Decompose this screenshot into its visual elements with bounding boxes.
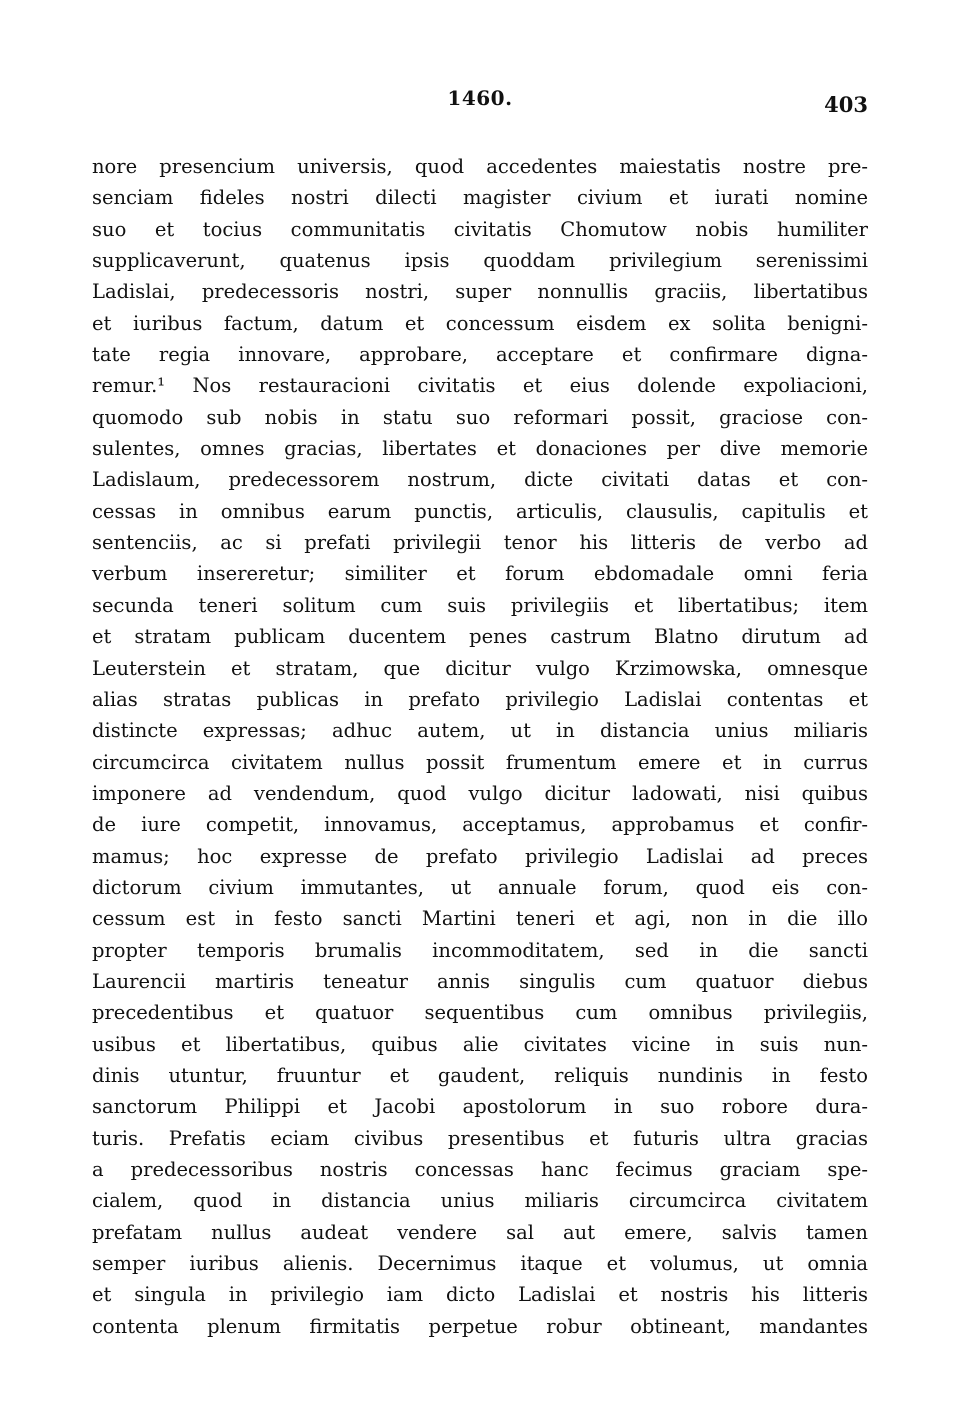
text-line: tate regia innovare, approbare, acceptare et confirmare digna- — [92, 343, 868, 367]
text-line: et iuribus factum, datum et concessum eisdem ex solita benigni- — [92, 311, 868, 335]
text-line: remur.¹ Nos restauracioni civitatis et eius dolende expoliacioni, — [92, 374, 868, 398]
text-line: distincte expressas; adhuc autem, ut in distancia unius miliaris — [92, 719, 868, 743]
text-line: et singula in privilegio iam dicto Ladislai et nostris his litteris — [92, 1283, 868, 1307]
text-line: sulentes, omnes gracias, libertates et donaciones per dive memorie — [92, 437, 868, 461]
page-year: 1460. — [447, 86, 513, 110]
text-line: Leuterstein et stratam, que dicitur vulgo Krzimowska, omnesque — [92, 656, 868, 680]
text-line: semper iuribus alienis. Decernimus itaque et volumus, ut omnia — [92, 1252, 868, 1276]
text-line: Ladislaum, predecessorem nostrum, dicte civitati datas et con- — [92, 468, 868, 492]
text-line: secunda teneri solitum cum suis privilegiis et libertatibus; item — [92, 593, 868, 617]
text-line: precedentibus et quatuor sequentibus cum omnibus privilegiis, — [92, 1001, 868, 1025]
text-line: mamus; hoc expresse de prefato privilegio Ladislai ad preces — [92, 844, 868, 868]
text-line: sanctorum Philippi et Jacobi apostolorum in suo robore dura- — [92, 1095, 868, 1119]
text-line: prefatam nullus audeat vendere sal aut emere, salvis tamen — [92, 1220, 868, 1244]
page-number: 403 — [824, 92, 868, 117]
text-line: circumcirca civitatem nullus possit frumentum emere et in currus — [92, 750, 868, 774]
text-line: de iure competit, innovamus, acceptamus, approbamus et confir- — [92, 813, 868, 837]
text-line: propter temporis brumalis incommoditatem, sed in die sancti — [92, 938, 868, 962]
text-line: imponere ad vendendum, quod vulgo dicitur ladowati, nisi quibus — [92, 781, 868, 805]
text-line: Laurencii martiris teneatur annis singulis cum quatuor diebus — [92, 969, 868, 993]
text-line: cessum est in festo sancti Martini teneri et agi, non in die illo — [92, 907, 868, 931]
text-line: supplicaverunt, quatenus ipsis quoddam privilegium serenissimi — [92, 249, 868, 273]
text-line: sentenciis, ac si prefati privilegii tenor his litteris de verbo ad — [92, 531, 868, 555]
text-line: turis. Prefatis eciam civibus presentibus et futuris ultra gracias — [92, 1126, 868, 1150]
text-line: dictorum civium immutantes, ut annuale forum, quod eis con- — [92, 875, 868, 899]
text-line: alias stratas publicas in prefato privilegio Ladislai contentas et — [92, 687, 868, 711]
text-line: dinis utuntur, fruuntur et gaudent, reliquis nundinis in festo — [92, 1063, 868, 1087]
text-line: verbum insereretur; similiter et forum ebdomadale omni feria — [92, 562, 868, 586]
text-line: Ladislai, predecessoris nostri, super nonnullis graciis, libertatibus — [92, 280, 868, 304]
text-line: quomodo sub nobis in statu suo reformari possit, graciose con- — [92, 405, 868, 429]
text-line: et stratam publicam ducentem penes castrum Blatno dirutum ad — [92, 625, 868, 649]
text-line: cialem, quod in distancia unius miliaris circumcirca civitatem — [92, 1189, 868, 1213]
text-line: senciam fideles nostri dilecti magister civium et iurati nomine — [92, 186, 868, 210]
body-text — [92, 151, 868, 1342]
text-line: contenta plenum firmitatis perpetue robur obtineant, mandantes — [92, 1314, 868, 1338]
text-line: usibus et libertatibus, quibus alie civitates vicine in suis nun- — [92, 1032, 868, 1056]
text-line: a predecessoribus nostris concessas hanc fecimus graciam spe- — [92, 1158, 868, 1181]
page-header — [92, 84, 868, 124]
text-line: suo et tocius communitatis civitatis Chomutow nobis humiliter — [92, 217, 868, 241]
text-line: nore presencium universis, quod accedentes maiestatis nostre pre- — [92, 155, 868, 178]
text-line: cessas in omnibus earum punctis, articulis, clausulis, capitulis et — [92, 499, 868, 523]
